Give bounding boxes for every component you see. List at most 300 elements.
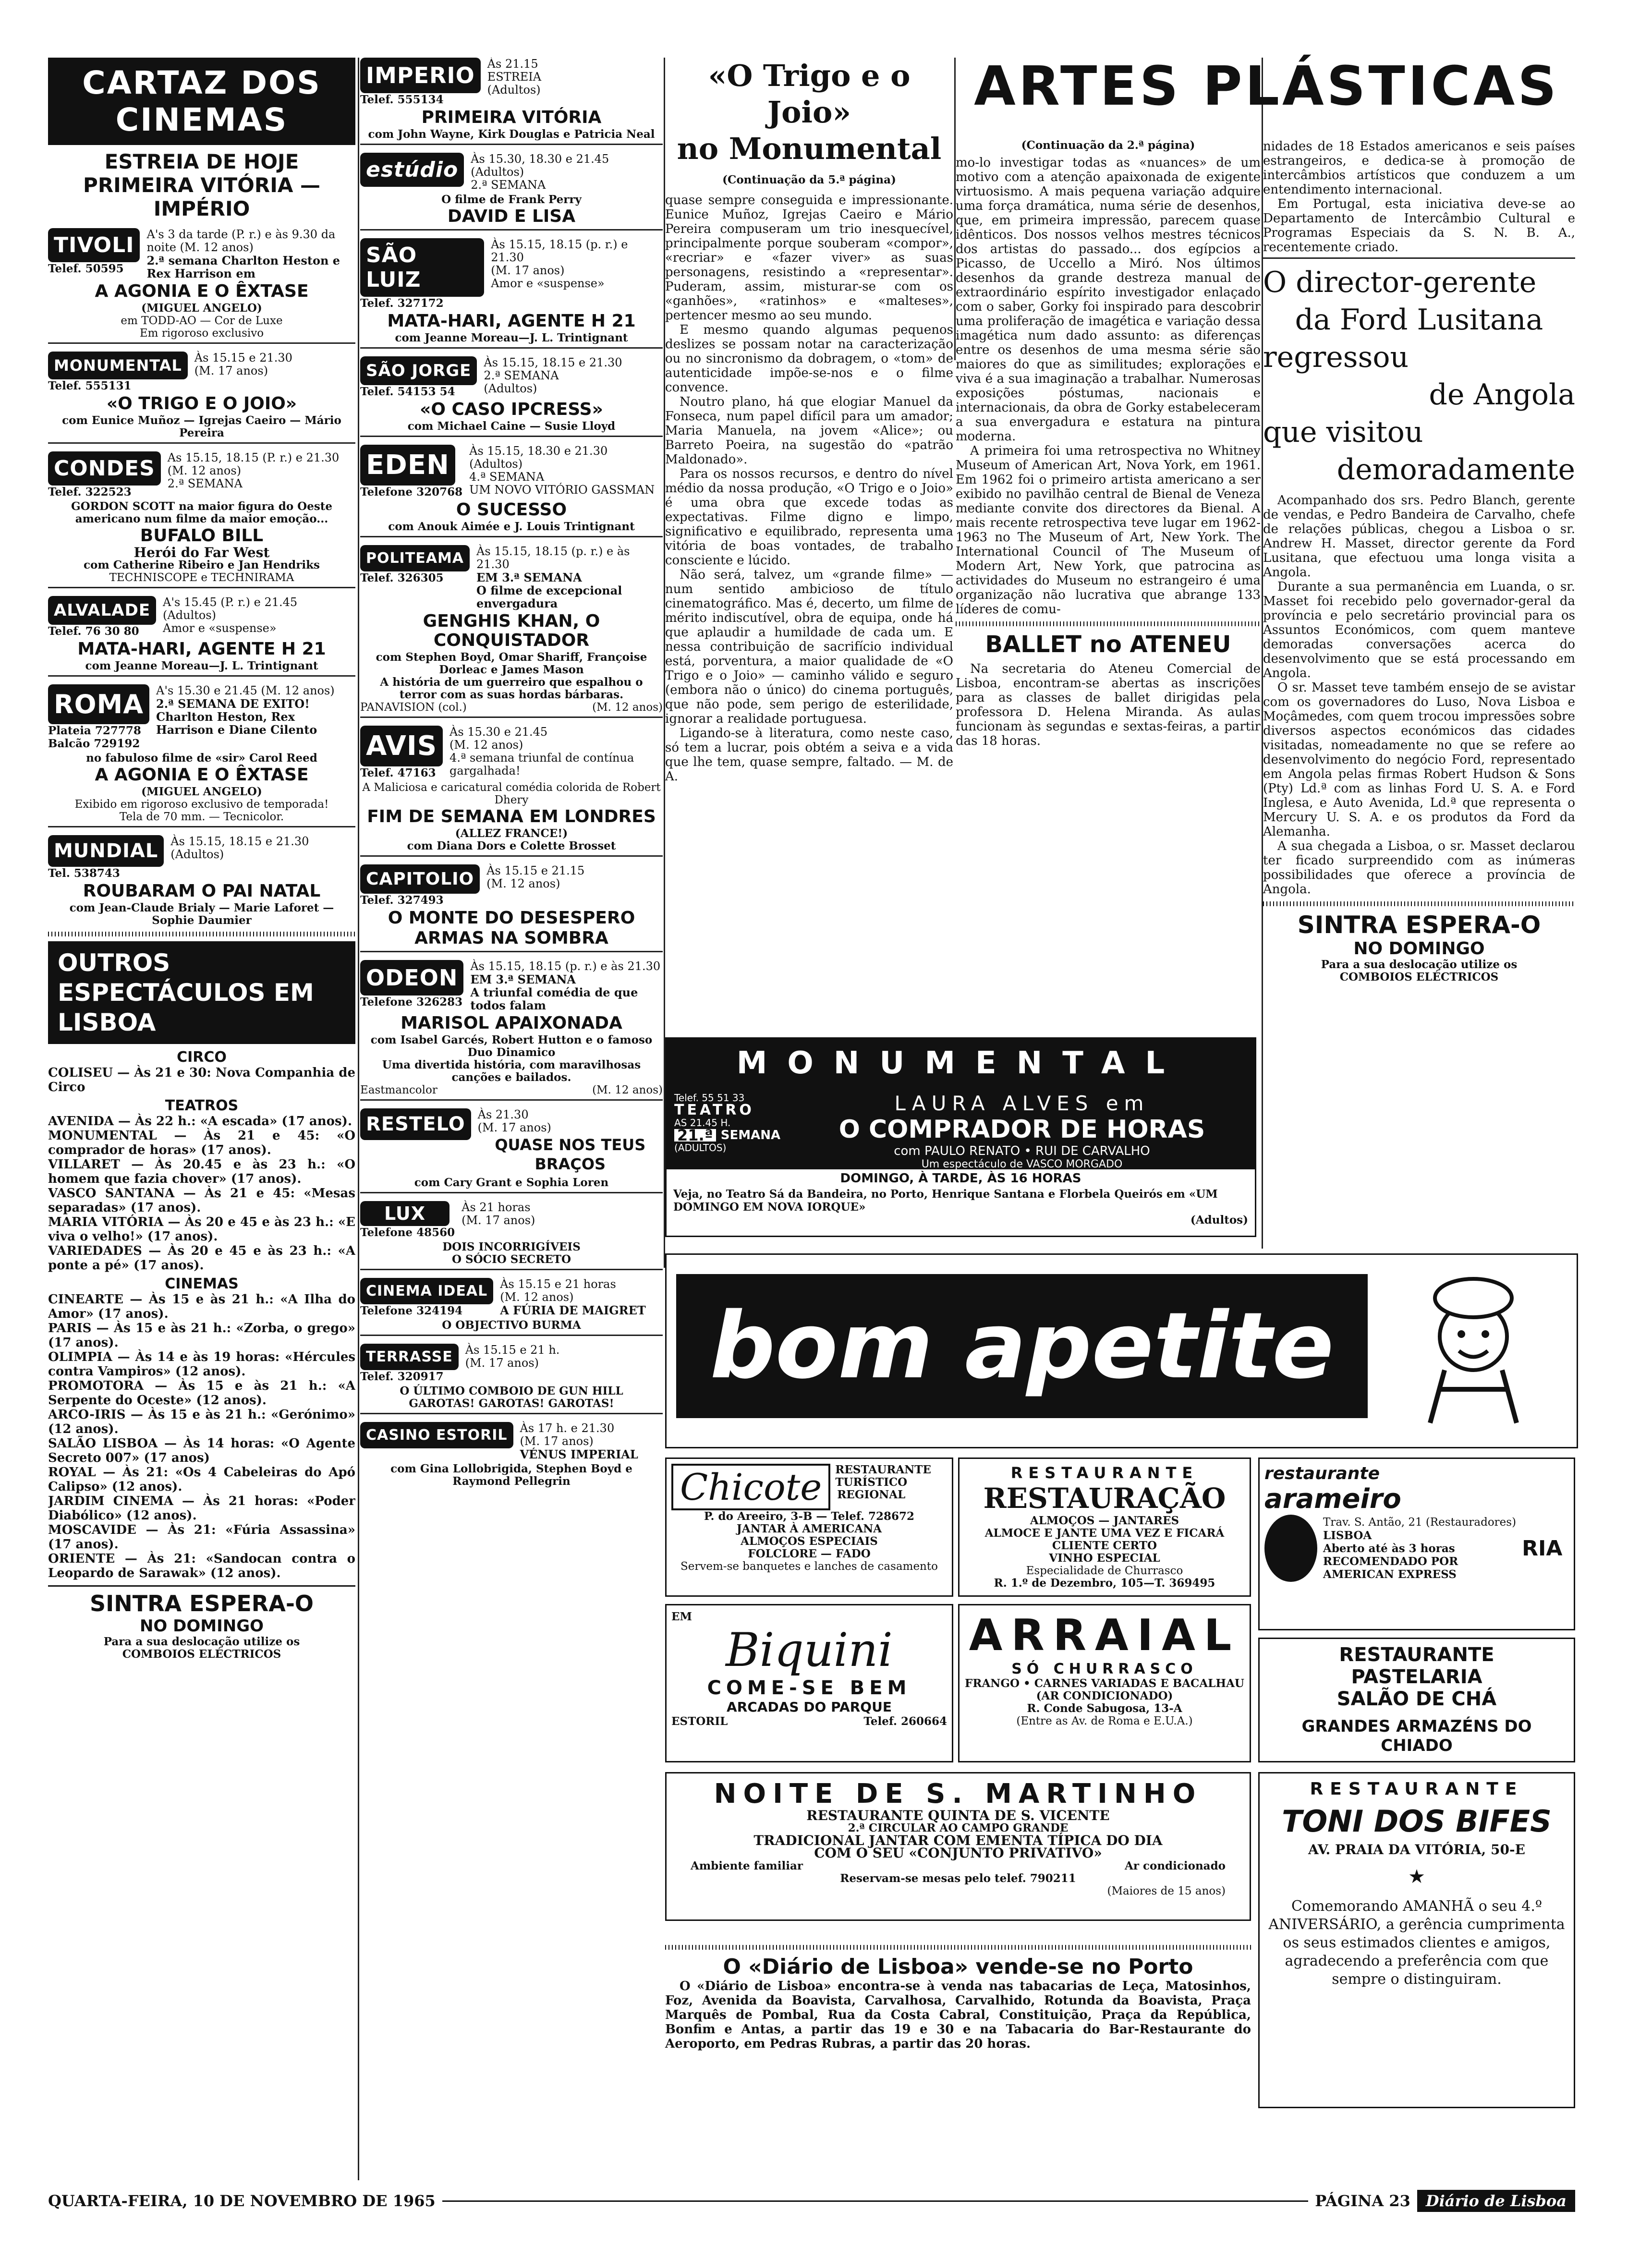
saojorge-logo: SÃO JORGE — [360, 356, 477, 385]
tivoli-times: A's 3 da tarde (P. r.) e às 9.30 da noite (M. 12 anos) — [146, 228, 336, 254]
biquini-line1: COME-SE BEM — [707, 1677, 911, 1699]
footer-date: QUARTA-FEIRA, 10 DE NOVEMBRO DE 1965 — [48, 2192, 436, 2210]
saoluiz-tel: Telef. 327172 — [360, 297, 444, 310]
martinho-line1: RESTAURANTE QUINTA DE S. VICENTE — [806, 1808, 1110, 1823]
chicote-line1: JANTAR À AMERICANA — [736, 1522, 882, 1535]
condes-sub2: com Catherine Ribeiro e Jan Hendriks — [84, 559, 320, 571]
terrasse-times: Às 15.15 e 21 h. — [465, 1343, 560, 1357]
roma-extra: no fabuloso filme de «sir» Carol Reed — [86, 752, 317, 765]
restauracao-addr: R. 1.º de Dezembro, 105—T. 369495 — [994, 1577, 1215, 1590]
alvalade-tel: Telef. 76 30 80 — [48, 625, 139, 638]
sintra-line1: Para a sua deslocação utilize os — [103, 1635, 300, 1648]
divider — [48, 932, 355, 936]
capitolio-tel: Telef. 327493 — [360, 894, 444, 907]
cinema-item: SALÃO LISBOA — Às 14 horas: «O Agente Secreto 007» (17 anos) — [48, 1436, 355, 1465]
arraial-line4: R. Conde Sabugosa, 13-A — [1027, 1702, 1182, 1715]
mundial-age: (Adultos) — [170, 848, 224, 861]
artes-cont-para: Em Portugal, esta iniciativa deve-se ao Departamento de Intercâmbio Cultural e Programas Especiais da S. N. B. A., recentemente criado. — [1263, 197, 1575, 255]
trigo-para: Para os nossos recursos, e dentro do nível médio da nossa produção, «O Trigo e o Joio» é uma obra que excede todas as expectativas. Filme digno e limpo, significativo e equilibrado, representa uma vitória de boas vontades, de trabalho consciente e lúcido. — [665, 467, 953, 568]
ford-headline — [1263, 264, 1575, 488]
martinho-line8: (Maiores de 15 anos) — [1107, 1885, 1226, 1897]
cinema-ideal — [360, 1278, 663, 1317]
estudio-week: 2.ª SEMANA — [471, 178, 546, 192]
politeama-extra: O filme de excepcional envergadura — [476, 583, 622, 610]
cinema-casino — [360, 1422, 663, 1461]
biquini-foot — [671, 1715, 947, 1728]
mundial-tel: Tel. 538743 — [48, 867, 120, 880]
monumental-ad-porto: Veja, no Teatro Sá da Bandeira, no Porto, Henrique Santana e Florbela Queirós em «UM DOMINGO EM NOVA IORQUE» — [673, 1188, 1218, 1214]
teatro-item: AVENIDA — Às 22 h.: «A escada» (17 anos). — [48, 1114, 352, 1129]
arraial-name: ARRAIAL — [969, 1610, 1240, 1661]
cinema-estudio — [360, 153, 663, 192]
lux-title: DOIS INCORRIGÍVEIS — [442, 1240, 581, 1253]
condes-week: 2.ª SEMANA — [167, 477, 243, 490]
saoluiz-logo: SÃO LUIZ — [360, 238, 484, 297]
cinema-condes — [48, 451, 355, 498]
cinema-mundial — [48, 835, 355, 880]
cinema-saoluiz — [360, 238, 663, 310]
sintra-sub: NO DOMINGO — [139, 1616, 264, 1636]
restauracao-head: RESTAURANTE — [1010, 1464, 1199, 1482]
teatros-list — [48, 1114, 355, 1273]
imperio-sub: com John Wayne, Kirk Douglas e Patricia Neal — [368, 128, 655, 141]
biquini-em: EM — [671, 1610, 692, 1623]
martinho-line7: Reservam-se mesas pelo telef. 790211 — [840, 1872, 1076, 1885]
imperio-logo: IMPERIO — [360, 58, 481, 93]
estudio-age: (Adultos) — [471, 165, 524, 179]
avis-sub2: com Diana Dors e Colette Brosset — [407, 839, 616, 852]
casino-times: Às 17 h. e 21.30 — [520, 1421, 615, 1435]
condes-extra: GORDON SCOTT na maior figura do Oeste americano num filme da maior emoção... — [71, 500, 333, 525]
cinema-odeon — [360, 960, 663, 1012]
ideal-times: Às 15.15 e 21 horas — [500, 1277, 616, 1291]
roma-logo: ROMA — [48, 684, 149, 724]
arameiro-addr: Trav. S. Antão, 21 (Restauradores) — [1323, 1516, 1517, 1529]
tivoli-title: A AGONIA E O ÊXTASE — [95, 281, 309, 301]
monumental-logo: MONUMENTAL — [48, 352, 188, 379]
tivoli-sub1: (MIGUEL ANGELO) — [141, 302, 262, 315]
capitolio-logo: CAPITOLIO — [360, 864, 480, 894]
roma-tel1: Plateia 727778 — [48, 724, 141, 737]
sintra-box-left — [48, 1585, 355, 1661]
martinho-line5: Ambiente familiar — [691, 1859, 803, 1872]
divider — [956, 621, 1261, 626]
ideal-title: O OBJECTIVO BURMA — [442, 1319, 581, 1332]
chiado-ad — [1258, 1638, 1575, 1762]
cinema-roma — [48, 684, 355, 750]
ford-title-line: que visitou — [1263, 415, 1423, 449]
tivoli-sub3: Em rigoroso exclusivo — [139, 327, 264, 340]
odeon-sub1: com Isabel Garcés, Robert Hutton e o famoso Duo Dinamico — [370, 1033, 653, 1059]
monumental-ad-sunday: DOMINGO, À TARDE, ÀS 16 HORAS — [840, 1171, 1081, 1186]
condes-title: BUFALO BILL — [140, 526, 264, 546]
chicote-line2: ALMOÇOS ESPECIAIS — [741, 1535, 878, 1548]
avis-extra: A Maliciosa e caricatural comédia colorida de Robert Dhery — [362, 781, 661, 806]
arameiro-ad — [1258, 1457, 1575, 1630]
ford-para: Durante a sua permanência em Luanda, o sr. Masset foi recebido pelo governador-geral da província e pelo secretário provincial para os Assuntos Económicos, com quem manteve demoradas conversações acerca do desenvolvimento que se está processando em Angola. — [1263, 580, 1575, 680]
biquini-ad — [665, 1604, 953, 1762]
estreia-heading: ESTREIA DE HOJE — [104, 150, 299, 173]
eden-week: 4.ª SEMANA — [469, 470, 545, 484]
mundial-logo: MUNDIAL — [48, 835, 164, 867]
teatro-item: VARIEDADES — Às 20 e 45 e às 23 h.: «A ponte a pé» (17 anos). — [48, 1244, 355, 1273]
restauracao-name: RESTAURAÇÃO — [983, 1482, 1226, 1515]
politeama-logo: POLITEAMA — [360, 545, 470, 571]
eden-title: O SUCESSO — [456, 500, 567, 520]
trigo-title2: no Monumental — [677, 131, 942, 166]
arraial-line2: FRANGO • CARNES VARIADAS E BACALHAU — [965, 1677, 1244, 1690]
restauracao-line2: ALMOCE E JANTE UMA VEZ E FICARÁ CLIENTE CERTO — [984, 1527, 1225, 1552]
monumental-ad-play: O COMPRADOR DE HORAS — [838, 1115, 1205, 1144]
chicote-type: RESTAURANTE TURÍSTICO REGIONAL — [835, 1463, 931, 1501]
outros-header: OUTROS ESPECTÁCULOS EM LISBOA — [48, 941, 355, 1044]
sintra-right-title: SINTRA ESPERA-O — [1297, 911, 1541, 939]
arameiro-portrait-icon — [1264, 1515, 1317, 1582]
martinho-ad — [665, 1772, 1251, 1921]
ford-title-line: demoradamente — [1336, 453, 1575, 486]
cinema-item: PARIS — Às 15 e às 21 h.: «Zorba, o grego» (17 anos). — [48, 1321, 355, 1350]
mundial-times: Às 15.15, 18.15 e 21.30 — [170, 835, 309, 848]
chiado-line4: GRANDES ARMAZÉNS DO CHIADO — [1301, 1717, 1532, 1755]
cinema-eden — [360, 445, 663, 498]
ford-title-line: da Ford Lusitana — [1295, 303, 1543, 337]
article-artes — [956, 139, 1261, 956]
trigo-para: E mesmo quando algumas pequenos deslizes se possam notar na caracterização ou no sincronismo da dobragem, o «tom» de autenticidade impõe-se-nos e o filme convence. — [665, 323, 953, 395]
chicote-line3: FOLCLORE — FADO — [748, 1547, 871, 1560]
imperio-week: ESTREIA — [487, 70, 542, 84]
divider — [665, 1945, 1251, 1950]
biquini-line3: ESTORIL — [671, 1715, 728, 1728]
monumental-ad-prod: Um espectáculo de VASCO MORGADO — [921, 1158, 1123, 1170]
casino-logo: CASINO ESTORIL — [360, 1422, 513, 1448]
monumental-ad-times: AS 21.45 H. — [674, 1117, 731, 1129]
roma-title: A AGONIA E O ÊXTASE — [95, 765, 309, 785]
saoluiz-title: MATA-HARI, AGENTE H 21 — [387, 311, 636, 331]
ford-para: Acompanhado dos srs. Pedro Blanch, gerente de vendas, e Pedro Bandeira de Carvalho, chefe de relações públicas, chegou a Lisboa o sr. Andrew H. Masset, director gerente da Ford Lusitana, que efectuou uma longa visita a Angola. — [1263, 493, 1575, 580]
chicote-ad — [665, 1457, 953, 1597]
alvalade-sub: com Jeanne Moreau—J. L. Trintignant — [85, 659, 318, 672]
roma-cast: Charlton Heston, Rex Harrison e Diane Cilento — [156, 710, 317, 737]
saojorge-tel: Telef. 54153 54 — [360, 385, 455, 398]
artes-title: ARTES PLÁSTICAS — [974, 55, 1559, 118]
avis-age: (M. 12 anos) — [449, 738, 523, 752]
condes-sub3: TECHNISCOPE e TECHNIRAMA — [109, 571, 294, 584]
monumental-ad-name: MONUMENTAL — [736, 1045, 1185, 1081]
monumental-ad-week-no: 21.ª — [674, 1129, 716, 1142]
lux-title2: O SÓCIO SECRETO — [451, 1253, 571, 1266]
condes-sub1: Herói do Far West — [134, 545, 270, 560]
arameiro-line3: AMERICAN EXPRESS — [1323, 1567, 1457, 1581]
martinho-row — [671, 1859, 1245, 1872]
trigo-para: quase sempre conseguida e impressionante. Eunice Muñoz, Igrejas Caeiro e Mário Pereira compuseram um trio inesquecível, principalmente porque souberam «compor», «recriar» e «fazer viver» as suas personagens, resistindo a «representar». Puderam, assim, misturar-se com os «ganhões», «ratinhos» e «malteses», pertencer mesmo ao seu mundo. — [665, 193, 953, 323]
arameiro-city: LISBOA — [1323, 1529, 1372, 1542]
ford-title-line: O director-gerente — [1263, 266, 1537, 299]
cinema-item: MOSCAVIDE — Às 21: «Fúria Assassina» (17 anos). — [48, 1523, 355, 1552]
mundial-title: ROUBARAM O PAI NATAL — [83, 881, 321, 901]
teatro-item: VASCO SANTANA — Às 21 e 45: «Mesas separadas» (17 anos). — [48, 1186, 355, 1215]
eden-tel: Telefone 320768 — [360, 486, 463, 498]
column-cinemas — [48, 58, 355, 2171]
monumental-ad-week: SEMANA — [720, 1128, 781, 1142]
saoluiz-age: (M. 17 anos) — [491, 264, 565, 277]
ideal-tel: Telefone 324194 — [360, 1304, 463, 1317]
bom-apetite-banner — [665, 1253, 1578, 1448]
arraial-ad — [958, 1604, 1251, 1762]
bom-apetite-title: bom apetite — [676, 1274, 1368, 1418]
odeon-sub2: Uma divertida história, com maravilhosas canções e bailados. — [382, 1058, 641, 1084]
roma-times: A's 15.30 e 21.45 (M. 12 anos) — [156, 684, 335, 697]
sintra-right-line2: COMBOIOS ELÉCTRICOS — [1339, 971, 1499, 984]
cinema-item: ARCO-IRIS — Às 15 e às 21 h.: «Gerónimo» (12 anos). — [48, 1408, 355, 1436]
toni-text: Comemorando AMANHÃ o seu 4.º ANIVERSÁRIO, a gerência cumprimenta os seus estimados clientes e amigos, agradecendo a preferência com que sempre o distinguiram. — [1268, 1898, 1565, 1988]
cinema-politeama — [360, 545, 663, 610]
estudio-logo: estúdio — [360, 153, 464, 187]
alvalade-times: A's 15.45 (P. r.) e 21.45 — [163, 595, 298, 609]
martinho-title: NOITE DE S. MARTINHO — [714, 1778, 1203, 1810]
porto-notice — [665, 1940, 1251, 2108]
divider — [1263, 901, 1575, 906]
restauracao-ad — [958, 1457, 1251, 1597]
arameiro-line2: RECOMENDADO POR — [1323, 1555, 1458, 1568]
condes-logo: CONDES — [48, 451, 161, 486]
martinho-line2: 2.ª CIRCULAR AO CAMPO GRANDE — [848, 1822, 1069, 1834]
arameiro-logo: RIA — [1522, 1536, 1563, 1561]
saoluiz-extra: Amor e «suspense» — [491, 277, 605, 290]
eden-sub: com Anouk Aimée e J. Louis Trintignant — [388, 520, 635, 533]
odeon-tel: Telefone 326283 — [360, 996, 463, 1008]
avis-logo: AVIS — [360, 726, 443, 766]
estudio-extra: O filme de Frank Perry — [441, 193, 582, 206]
politeama-tel: Telef. 326305 — [360, 571, 444, 584]
chicote-line4: Servem-se banquetes e lanches de casamento — [680, 1560, 938, 1573]
martinho-line4: COM O SEU «CONJUNTO PRIVATIVO» — [814, 1845, 1102, 1861]
restauracao-line1: ALMOÇOS — JANTARES — [1030, 1514, 1179, 1527]
ford-para: O sr. Masset teve também ensejo de se avistar com os governadores do Luso, Nova Lisboa e Moçâmedes, com quem trocou impressões sobre diversos aspectos económicos das cidades visitadas, nomeadamente no que se refere ao desenvolvimento do negócio Ford, representado em Angola pelas firmas Robert Hudson & Sons (Pty) Ld.ª com as linhas Ford U. S. A. e Ford Inglesa, e Auto Avenida, Ld.ª que representa o Mercury U. S. A. e os produtos da Ford da Alemanha. — [1263, 680, 1575, 839]
capitolio-age: (M. 12 anos) — [486, 877, 560, 890]
monumental-ad-porto-age: (Adultos) — [1190, 1214, 1248, 1227]
cinema-terrasse — [360, 1344, 663, 1383]
alvalade-logo: ALVALADE — [48, 596, 156, 625]
ballet-title: BALLET no ATENEU — [985, 631, 1231, 658]
martinho-line6: Ar condicionado — [1125, 1859, 1226, 1872]
monumental-ad-left — [674, 1092, 785, 1154]
odeon-logo: ODEON — [360, 960, 463, 996]
cinema-tivoli — [48, 228, 355, 280]
trigo-title1: «O Trigo e o Joio» — [708, 58, 911, 130]
column-cinemas-2 — [360, 58, 663, 2171]
odeon-week: EM 3.ª SEMANA — [470, 972, 576, 986]
cinemas-list — [48, 1292, 355, 1580]
politeama-title: GENGHIS KHAN, O CONQUISTADOR — [423, 611, 600, 650]
restelo-title: QUASE NOS TEUS BRAÇOS — [495, 1136, 646, 1173]
cinema-item: ROYAL — Às 21: «Os 4 Cabeleiras do Apó Calipso» (12 anos). — [48, 1465, 355, 1494]
restauracao-line3: VINHO ESPECIAL — [1049, 1552, 1160, 1565]
avis-times: Às 15.30 e 21.45 — [449, 725, 548, 739]
roma-sub2: Exibido em rigoroso exclusivo de temporada! — [74, 798, 329, 811]
chiado-line3: SALÃO DE CHÁ — [1336, 1688, 1497, 1710]
avis-tel: Telef. 47163 — [360, 766, 436, 779]
star-icon: ★ — [1408, 1866, 1425, 1888]
column-ford — [1263, 139, 1575, 1258]
capitolio-times: Às 15.15 e 21.15 — [486, 864, 585, 877]
imperio-times: Às 21.15 — [487, 58, 538, 71]
roma-sub1: (MIGUEL ANGELO) — [141, 785, 262, 798]
saojorge-age: (Adultos) — [484, 382, 537, 395]
imperio-title: PRIMEIRA VITÓRIA — [421, 108, 602, 127]
monumental-ad-tel: Telef. 55 51 33 — [674, 1092, 745, 1104]
imperio-age: (Adultos) — [487, 83, 541, 97]
estudio-times: Às 15.30, 18.30 e 21.45 — [471, 152, 609, 166]
teatro-item: MONUMENTAL — Às 21 e 45: «O comprador de horas» (17 anos). — [48, 1129, 355, 1157]
roma-tel2: Balcão 729192 — [48, 737, 140, 750]
politeama-times: Às 15.15, 18.15 (p. r.) e às 21.30 — [476, 545, 630, 571]
condes-age: (M. 12 anos) — [167, 464, 242, 477]
cinema-lux — [360, 1201, 663, 1239]
imperio-tel: Telef. 555134 — [360, 93, 444, 106]
chiado-line1: RESTAURANTE — [1339, 1644, 1494, 1666]
porto-text: O «Diário de Lisboa» encontra-se à venda nas tabacarias de Leça, Matosinhos, Foz, Avenida da Boavista, Carvalhosa, Carvalhido, Rotunda da Boavista, Praça Marquês de Pombal, Rua da Costa Cabral, Constituição, Praça da República, Bonfim e Antas, a partir das 19 e 30 e na Tabacaria do Bar-Restaurante do Aeroporto, em Pedras Rubras, a partir das 20 horas. — [665, 1979, 1251, 2051]
monumental-ad-banner — [667, 1039, 1255, 1169]
politeama-age: (M. 12 anos) — [592, 701, 663, 714]
odeon-foot — [360, 1084, 663, 1096]
ideal-extra: A FÚRIA DE MAIGRET — [500, 1303, 646, 1317]
saojorge-week: 2.ª SEMANA — [484, 369, 559, 382]
circo-text: COLISEU — Às 21 e 30: Nova Companhia de Circo — [48, 1066, 355, 1094]
terrasse-title2: GAROTAS! GAROTAS! GAROTAS! — [409, 1397, 614, 1410]
politeama-week: EM 3.ª SEMANA — [476, 571, 582, 584]
alvalade-title: MATA-HARI, AGENTE H 21 — [77, 639, 326, 659]
primeira-heading: PRIMEIRA VITÓRIA — IMPÉRIO — [83, 173, 320, 220]
odeon-age: (M. 12 anos) — [592, 1084, 663, 1096]
tivoli-sub2: em TODD-AO — Cor de Luxe — [121, 315, 283, 327]
artes-para: A primeira foi uma retrospectiva no Whitney Museum of American Art, Nova York, em 1961. Em 1962 foi o primeiro artista americano a ser exibido no pavilhão central de Bienal de Veneza mediante convite dos directores da Bienal. A mais recente retrospectiva teve lugar em 1962-1963 no The Museum of Art, New York. The International Council of The Museum of Modern Art, New York, que patrocina as actividades do Museum no estrangeiro é uma organização não lucrativa que abrange 133 líderes de comu- — [956, 444, 1261, 617]
chiado-line2: PASTELARIA — [1351, 1666, 1482, 1688]
terrasse-tel: Telef. 320917 — [360, 1370, 444, 1383]
ideal-logo: CINEMA IDEAL — [360, 1278, 493, 1304]
martinho-line3: TRADICIONAL JANTAR COM EMENTA TÍPICA DO DIA — [753, 1833, 1163, 1848]
cinema-restelo — [360, 1108, 663, 1175]
avis-title: FIM DE SEMANA EM LONDRES — [367, 807, 656, 826]
arraial-line3: (AR CONDICIONADO) — [1036, 1689, 1173, 1702]
artes-cont-para: nidades de 18 Estados americanos e seis países estrangeiros, e dedica-se à promoção de intercâmbios artísticos que conduzem a um entendimento internacional. — [1263, 139, 1575, 197]
cinema-alvalade — [48, 596, 355, 638]
page-footer — [48, 2190, 1575, 2212]
sintra-title: SINTRA ESPERA-O — [89, 1591, 314, 1616]
alvalade-extra: Amor e «suspense» — [163, 621, 277, 635]
arraial-line1: SÓ CHURRASCO — [1011, 1661, 1198, 1677]
alvalade-age: (Adultos) — [163, 608, 217, 622]
biquini-logo: Biquini — [726, 1623, 893, 1677]
lux-tel: Telefone 48560 — [360, 1226, 455, 1239]
politeama-sub2: A história de um guerreiro que espalhou o terror com as suas hordas bárbaras. — [380, 676, 643, 701]
artes-cont: (Continuação da 2.ª página) — [1021, 139, 1195, 152]
casino-sub: com Gina Lollobrigida, Stephen Boyd e Raymond Pellegrin — [390, 1462, 632, 1488]
biquini-line2: ARCADAS DO PARQUE — [727, 1699, 892, 1715]
monumental-ad — [665, 1037, 1256, 1237]
monumental-tel: Telef. 555131 — [48, 379, 132, 392]
arameiro-head: restaurante — [1264, 1464, 1380, 1483]
eden-times: Às 15.15, 18.30 e 21.30 — [469, 444, 608, 458]
monumental-age: (M. 17 anos) — [194, 364, 268, 377]
casino-age: (M. 17 anos) — [520, 1434, 594, 1448]
chicote-logo: Chicote — [671, 1464, 830, 1510]
tivoli-tel: Telef. 50595 — [48, 262, 124, 275]
trigo-para: Não será, talvez, um «grande filme» — num sentido ambicioso de título cinematográfico. Mas é, decerto, um filme de mérito indiscutível, obra de equipa, onde há que aplaudir a humildade de cada um. E nessa contribuição de sacrifício individual está, porventura, a maior qualidade de «O Trigo e o Joio» — caminho válido e seguro (embora não o único) do cinema português, que não pode, sem perigo de esterilidade, ignorar a realidade portuguesa. — [665, 568, 953, 726]
monumental-ad-main — [796, 1092, 1248, 1170]
biquini-tel: Telef. 260664 — [863, 1715, 947, 1728]
politeama-sub1: com Stephen Boyd, Omar Shariff, Françoise Dorleac e James Mason — [376, 651, 647, 676]
saojorge-title: «O CASO IPCRESS» — [420, 400, 603, 419]
capitolio-title: O MONTE DO DESESPERO — [388, 908, 635, 928]
estudio-title: DAVID E LISA — [447, 206, 576, 226]
cartaz-header: CARTAZ DOS CINEMAS — [48, 58, 355, 145]
toni-name: TONI DOS BIFES — [1282, 1804, 1552, 1839]
arameiro-line1: Aberto até às 3 horas — [1323, 1542, 1455, 1555]
monumental-times: Às 15.15 e 21.30 — [194, 351, 292, 364]
cinema-capitolio — [360, 864, 663, 907]
terrasse-age: (M. 17 anos) — [465, 1356, 539, 1370]
cinema-item: ORIENTE — Às 21: «Sandocan contra o Leopardo de Sarawak» (12 anos). — [48, 1552, 355, 1580]
footer-masthead: Diário de Lisboa — [1417, 2190, 1575, 2212]
monumental-ad-cast: com PAULO RENATO • RUI DE CARVALHO — [894, 1144, 1150, 1158]
cinema-monumental — [48, 352, 355, 392]
politeama-sub3: PANAVISION (col.) — [360, 701, 467, 714]
mundial-sub: com Jean-Claude Brialy — Marie Laforet — Sophie Daumier — [69, 901, 334, 927]
chef-icon — [1387, 1264, 1560, 1437]
monumental-sub: com Eunice Muñoz — Igrejas Caeiro — Mário Pereira — [62, 414, 341, 439]
arraial-line5: (Entre as Av. de Roma e E.U.A.) — [1016, 1715, 1193, 1727]
condes-tel: Telef. 322523 — [48, 486, 132, 498]
cinema-item: CINEARTE — Às 15 e às 21 h.: «A Ilha do Amor» (17 anos). — [48, 1292, 355, 1321]
eden-extra: UM NOVO VITÓRIO GASSMAN — [469, 483, 655, 497]
arameiro-name: arameiro — [1264, 1483, 1401, 1515]
odeon-extra: A triunfal comédia de que todos falam — [470, 985, 638, 1012]
restelo-age: (M. 17 anos) — [477, 1121, 551, 1134]
restelo-times: Às 21.30 — [477, 1108, 529, 1121]
monumental-title: «O TRIGO E O JOIO» — [106, 394, 297, 413]
toni-addr: AV. PRAIA DA VITÓRIA, 50-E — [1308, 1842, 1525, 1858]
teatros-heading: TEATROS — [165, 1097, 239, 1114]
saoluiz-sub: com Jeanne Moreau—J. L. Trintignant — [395, 331, 628, 344]
avis-week: 4.ª semana triunfal de contínua gargalhada! — [449, 751, 634, 777]
toni-head: RESTAURANTE — [1310, 1779, 1524, 1799]
artes-para: mo-lo investigar todas as «nuances» de um motivo com a atenção apaixonada de exigente virtuosismo. A mais pequena variação adquire uma força dramática, numa série de desenhos, que, em primeira impressão, parecem quase idênticos. Dos nossos velhos mestres técnicos dos artistas do passado... dos egípcios a Picasso, de Uccello a Miró. Nos últimos desenhos da grande destreza manual de extraordinário espírito investigador enlaçado com o saber, Gorky foi inspirado para descobrir uma proliferação de imagética e variação dessa imagética num dado assunto: as diferenças entre os desenhos de uma mesma série são maiores do que as similitudes; explorações e viva é a sua imaginação a trabalhar. Numerosas exposições póstumas, nacionais e internacionais, da obra de Gorky estabeleceram a sua envergadura e estatura na pintura moderna. — [956, 156, 1261, 444]
artes-header — [958, 55, 1575, 118]
ford-para: A sua chegada a Lisboa, o sr. Masset declarou ter ficado surpreendido com as inúmeras possibilidades que oferece a província de Angola. — [1263, 839, 1575, 897]
odeon-times: Às 15.15, 18.15 (p. r.) e às 21.30 — [470, 959, 661, 973]
sintra-right-line1: Para a sua deslocação utilize os — [1321, 958, 1518, 971]
cinema-item: JARDIM CINEMA — Às 21 horas: «Poder Diabólico» (12 anos). — [48, 1494, 355, 1523]
teatro-item: MARIA VITÓRIA — Às 20 e 45 e às 23 h.: «E viva o velho!» (17 anos). — [48, 1215, 355, 1244]
trigo-cont: (Continuação da 5.ª página) — [722, 173, 896, 186]
porto-title: O «Diário de Lisboa» vende-se no Porto — [723, 1955, 1193, 1979]
cinema-imperio — [360, 58, 663, 106]
footer-rule — [442, 2200, 1308, 2202]
condes-times: As 15.15, 18.15 (P. r.) e 21.30 — [167, 451, 340, 464]
ford-title-line: de Angola — [1429, 378, 1575, 412]
lux-times: Às 21 horas — [462, 1201, 531, 1214]
toni-ad — [1258, 1772, 1575, 2108]
cinema-item: OLIMPIA — Às 14 e às 19 horas: «Hércules contra Vampiros» (12 anos). — [48, 1350, 355, 1379]
saojorge-times: Às 15.15, 18.15 e 21.30 — [484, 356, 622, 369]
politeama-foot — [360, 701, 663, 714]
trigo-para: Noutro plano, há que elogiar Manuel da Fonseca, num papel difícil para um amador; Maria Manuela, na jovem «Alice»; ou Barreto Poeira, na sugestão do «patrão Maldonado». — [665, 395, 953, 467]
monumental-ad-star: LAURA ALVES em — [894, 1092, 1150, 1115]
avis-sub1: (ALLEZ FRANCE!) — [455, 827, 568, 840]
odeon-sub3: Eastmancolor — [360, 1084, 437, 1096]
roma-sub3: Tela de 70 mm. — Tecnicolor. — [119, 811, 284, 823]
restelo-sub: com Cary Grant e Sophia Loren — [414, 1176, 609, 1189]
